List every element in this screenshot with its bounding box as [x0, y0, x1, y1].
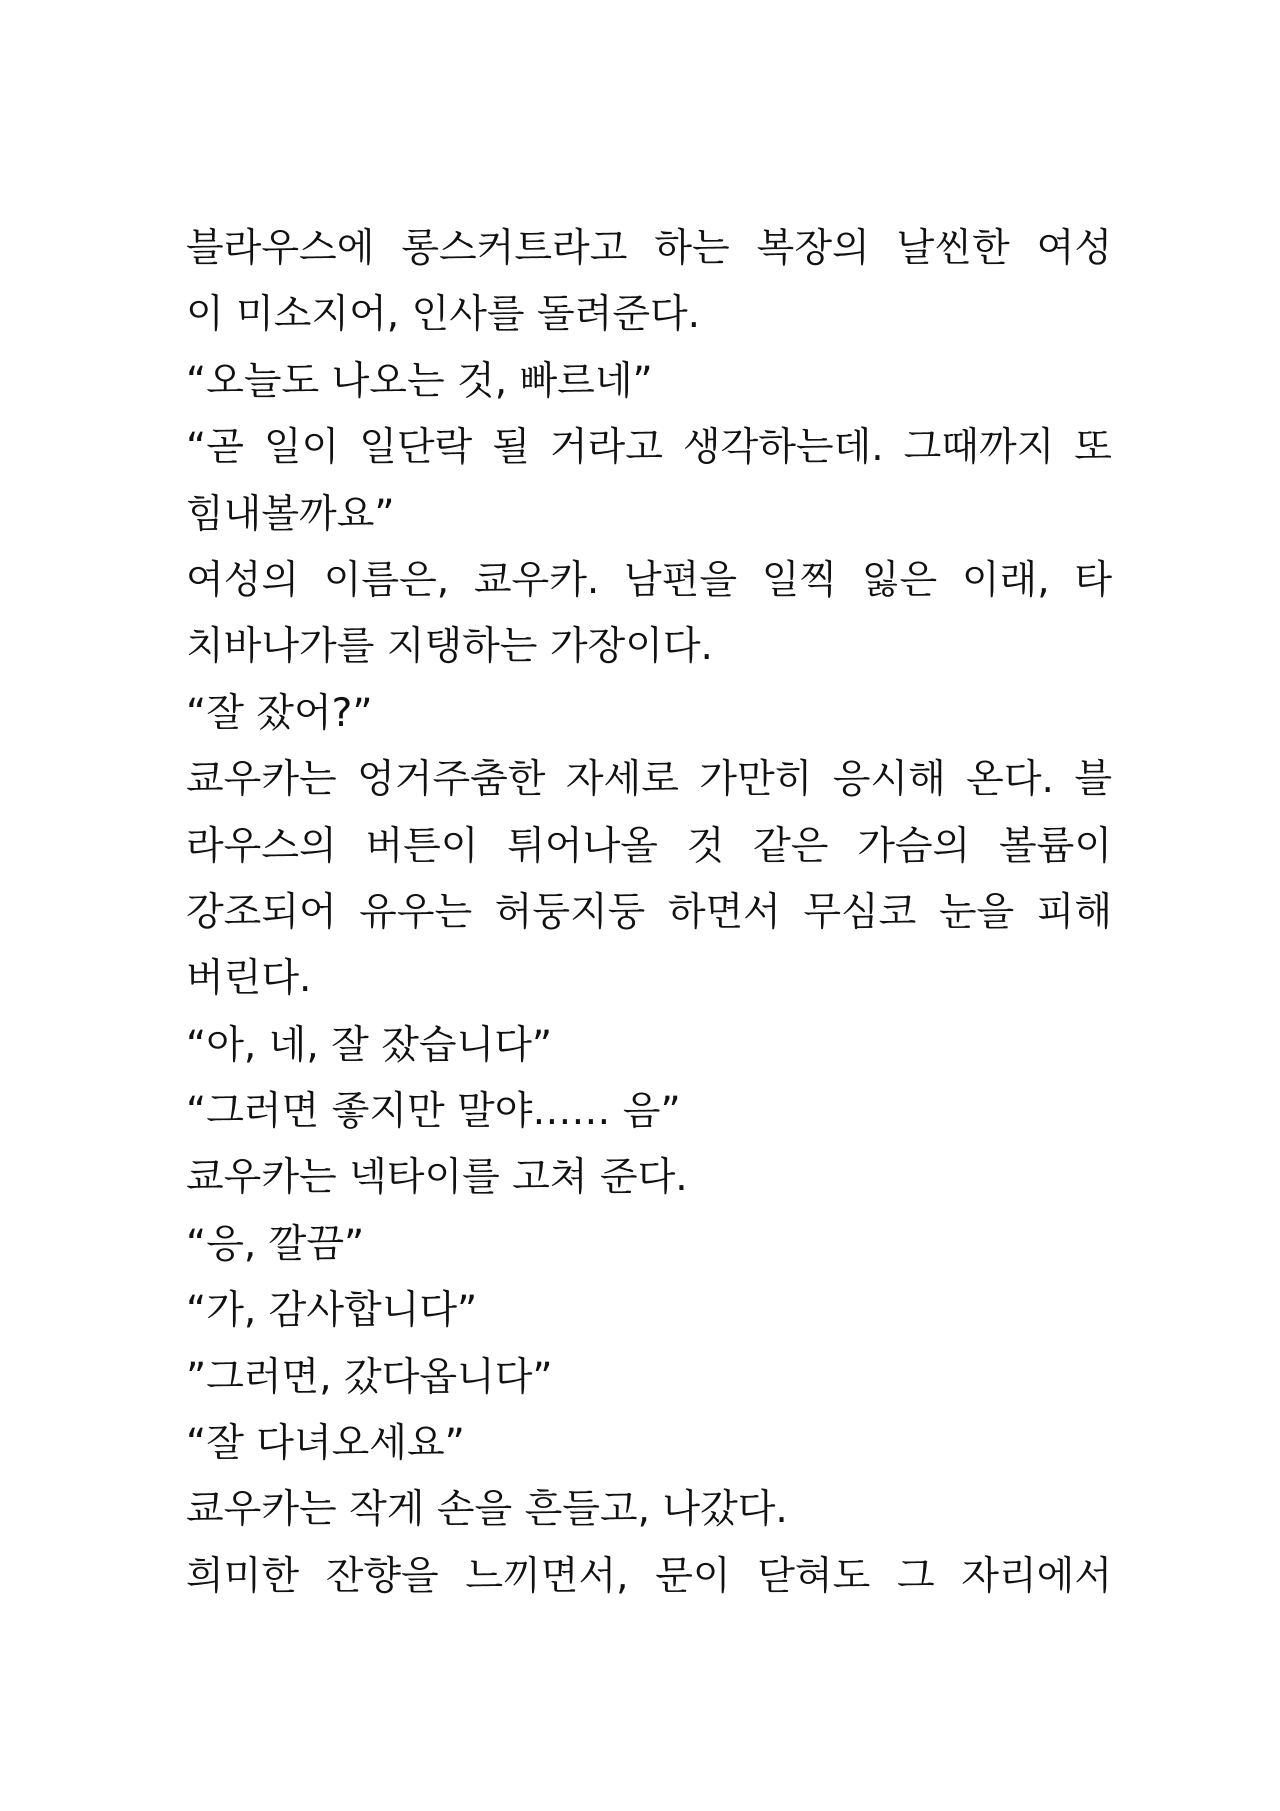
text-line: 쿄우카는 넥타이를 고쳐 준다. — [186, 1155, 688, 1201]
text-line: 블라우스에 롱스커트라고 하는 복장의 날씬한 여성 — [186, 226, 1112, 271]
text-line: 강조되어 유우는 허둥지둥 하면서 무심코 눈을 피해 — [186, 889, 1112, 935]
text-line: 이 미소지어, 인사를 돌려준다. — [186, 292, 701, 338]
text-line: 여성의 이름은, 쿄우카. 남편을 일찍 잃은 이래, 타 — [186, 557, 1112, 603]
text-line: “잘 다녀오세요” — [186, 1421, 465, 1467]
body-text — [186, 216, 1112, 1610]
text-line: 희미한 잔향을 느끼면서, 문이 닫혀도 그 자리에서 — [186, 1553, 1112, 1599]
text-line: 버린다. — [186, 956, 312, 1002]
text-line: 라우스의 버튼이 튀어나올 것 같은 가슴의 볼륨이 — [186, 823, 1112, 869]
text-line: 쿄우카는 작게 손을 흔들고, 나갔다. — [186, 1487, 788, 1533]
text-line: “응, 깔끔” — [186, 1221, 365, 1267]
text-line: 치바나가를 지탱하는 가장이다. — [186, 624, 713, 670]
text-line: “잘 잤어?” — [186, 690, 373, 736]
text-line: 힘내볼까요” — [186, 491, 395, 537]
text-line: “오늘도 나오는 것, 빠르네” — [186, 358, 653, 404]
text-line: 쿄우카는 엉거주춤한 자세로 가만히 응시해 온다. 블 — [186, 757, 1112, 803]
text-line: “그러면 좋지만 말야…… 음” — [186, 1089, 681, 1135]
text-line: “아, 네, 잘 잤습니다” — [186, 1022, 553, 1068]
text-line: “가, 감사합니다” — [186, 1288, 478, 1334]
text-line: ”그러면, 갔다옵니다” — [186, 1354, 553, 1400]
text-line: “곧 일이 일단락 될 거라고 생각하는데. 그때까지 또 — [186, 425, 1112, 471]
